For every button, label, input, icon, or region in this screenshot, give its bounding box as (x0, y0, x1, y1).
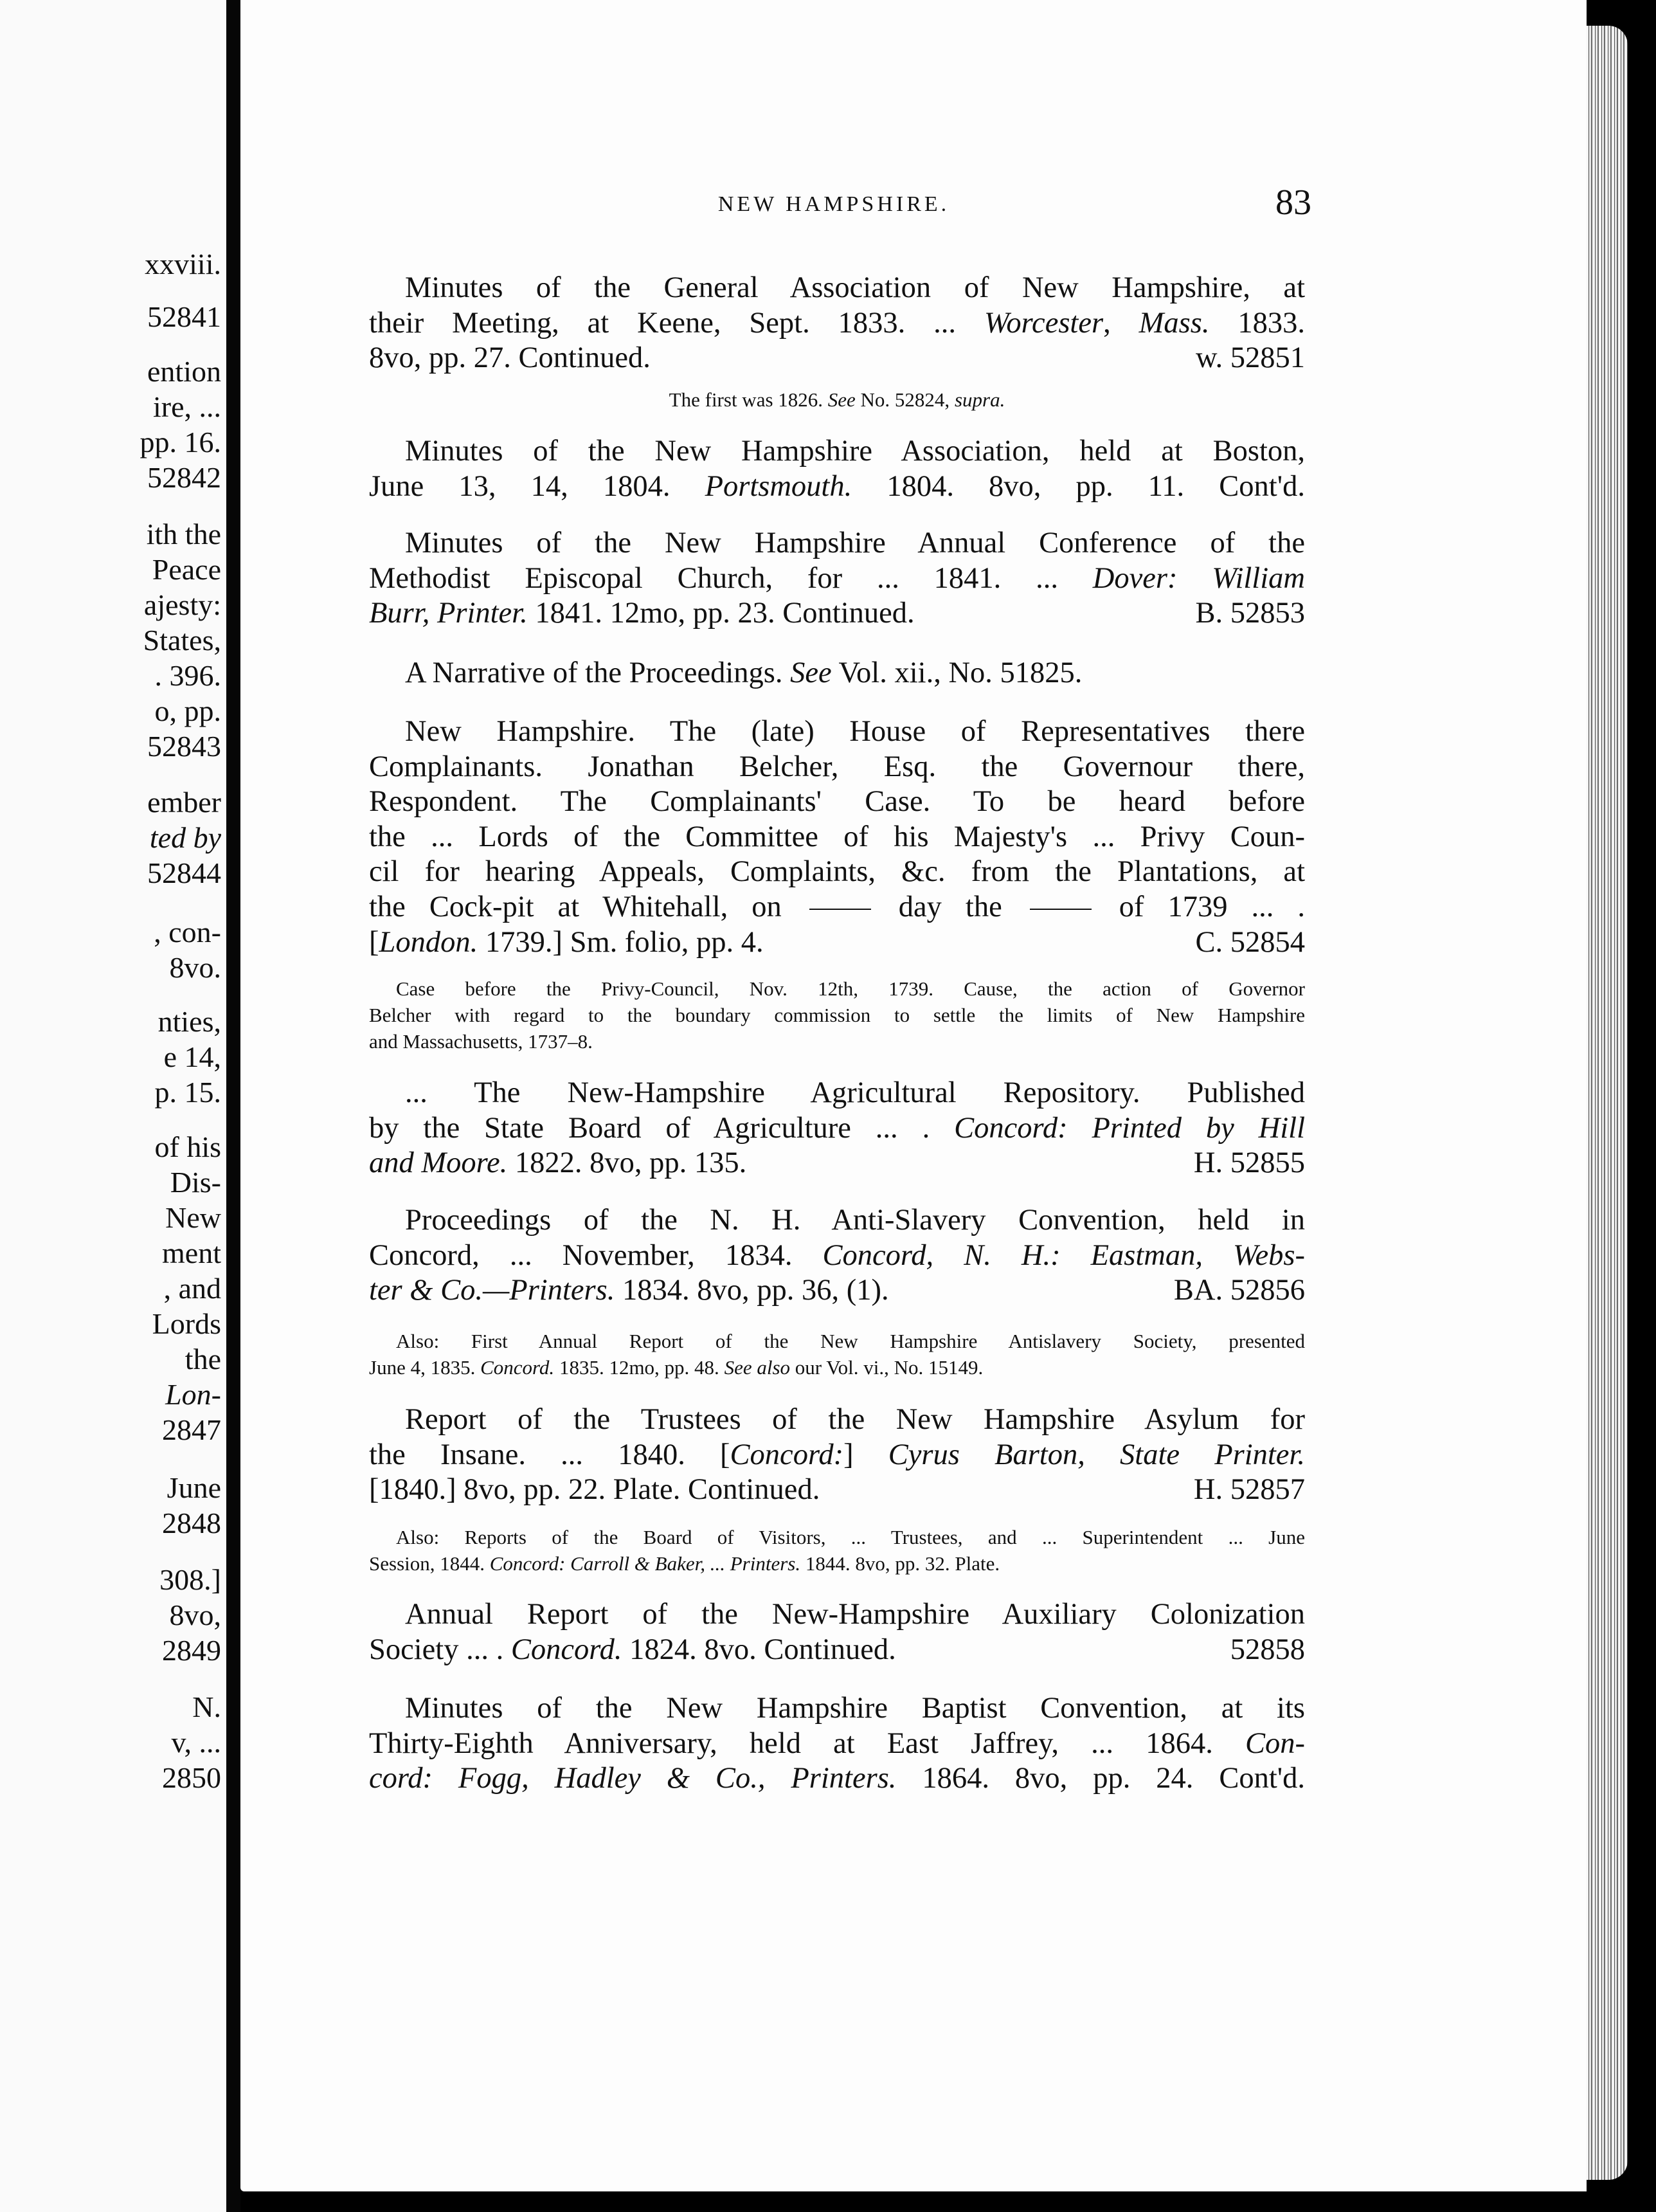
entry-line: Minutes of the New Hampshire Baptist Convention, at its (405, 1692, 1305, 1725)
text: 1844. 8vo, pp. 32. Plate. (800, 1552, 1000, 1575)
catalog-number: H. 52857 (1193, 1473, 1305, 1507)
italic-text: Concord. (480, 1356, 555, 1379)
facing-page-fragment: ment (162, 1237, 221, 1269)
bibliography-entry (369, 1076, 1305, 1181)
entry-line (369, 306, 1305, 341)
facing-page-fragment: 308.] (159, 1563, 221, 1596)
facing-page-fragment: 52843 (147, 730, 221, 763)
facing-page-fragment: 2850 (162, 1761, 221, 1794)
text: the Insane. ... 1840. [ (369, 1438, 730, 1471)
facing-page-fragment: 8vo, (169, 1599, 221, 1631)
entry-line (369, 596, 1305, 631)
facing-page-fragment: nties, (158, 1005, 221, 1038)
text: 1804. 8vo, pp. 11. Cont'd. (852, 469, 1305, 503)
catalog-number: w. 52851 (1195, 341, 1305, 375)
text: 1864. 8vo, pp. 24. Cont'd. (896, 1762, 1305, 1795)
note-line: Also: First Annual Report of the New Hampshire Antislavery Society, presented (396, 1330, 1305, 1352)
text: A Narrative of the Proceedings. (405, 657, 791, 689)
running-head: NEW HAMPSHIRE. (717, 192, 950, 216)
text: Session, 1844. (369, 1552, 490, 1575)
entry-line (369, 561, 1305, 597)
facing-page-fragment: N. (192, 1691, 221, 1723)
facing-page-fragment: ember (147, 786, 221, 819)
entry-line (369, 1761, 1305, 1797)
entry-line: Respondent. The Complainants' Case. To be heard before (369, 785, 1305, 819)
entry-line: the ... Lords of the Committee of his Majesty's ... Privy Coun- (369, 820, 1305, 853)
facing-page-fragment: Peace (152, 553, 221, 586)
note-line: Belcher with regard to the boundary commission to settle the limits of New Hampshire (369, 1004, 1305, 1026)
text: the Cock-pit at Whitehall, on (369, 890, 782, 923)
facing-page-fragment: 52842 (147, 461, 221, 494)
bibliography-entry (369, 714, 1305, 960)
facing-page-fragment: 52844 (147, 857, 221, 889)
text: 1833. (1209, 306, 1305, 340)
facing-page-fragment: ith the (146, 518, 221, 550)
bibliography-entry (369, 526, 1305, 631)
blank-rule (809, 909, 871, 910)
text: June 4, 1835. (369, 1356, 481, 1379)
bibliography-entry (369, 656, 1305, 691)
entry-line: ... The New-Hampshire Agricultural Repository. Published (405, 1076, 1305, 1109)
facing-page-fragment: June (166, 1471, 221, 1504)
note-line (369, 1354, 1305, 1381)
catalog-number: B. 52853 (1195, 597, 1305, 630)
facing-page-fragment: ire, ... (152, 390, 221, 423)
entry-line (369, 1238, 1305, 1274)
facing-page-fragment: o, pp. (154, 694, 221, 727)
text: 1835. 12mo, pp. 48. (554, 1356, 724, 1379)
italic-text: Concord, N. H.: Eastman, Webs- (822, 1238, 1305, 1272)
entry-line: cil for hearing Appeals, Complaints, &c. from the Plantations, at (369, 855, 1305, 889)
text: 1739.] Sm. folio, pp. 4. (478, 925, 764, 959)
bibliography-entry (369, 1402, 1305, 1508)
facing-page-fragment: ted by (149, 821, 221, 854)
bibliography-entry (369, 1597, 1305, 1667)
blank-rule (1030, 909, 1092, 910)
entry-line: Report of the Trustees of the New Hampshire Asylum for (405, 1403, 1305, 1436)
text: Methodist Episcopal Church, for ... 1841. ... (369, 561, 1093, 595)
entry-line: Minutes of the New Hampshire Annual Conference of the (405, 527, 1305, 559)
text: Thirty-Eighth Anniversary, held at East Jaffrey, ... 1864. (369, 1727, 1245, 1760)
catalog-number: H. 52855 (1193, 1147, 1305, 1180)
italic-text: Concord: Printed by Hill (954, 1111, 1305, 1145)
italic-text: Mass. (1138, 306, 1210, 340)
entry-line: Minutes of the New Hampshire Association, held at Boston, (405, 435, 1305, 467)
text: No. 52824, (855, 388, 955, 411)
facing-page-fragment: . 396. (154, 659, 221, 692)
italic-text: Cyrus Barton, State Printer. (888, 1438, 1305, 1471)
facing-page-fragment: pp. 16. (140, 426, 221, 458)
entry-note (369, 1328, 1305, 1381)
facing-page-fragment: v, ... (171, 1726, 221, 1759)
entry-line (369, 1473, 1305, 1508)
text: by the State Board of Agriculture ... . (369, 1111, 955, 1145)
facing-page-fragment: States, (143, 624, 221, 657)
facing-page-fragment: ajesty: (143, 588, 221, 621)
bibliography-entry (369, 271, 1305, 376)
entry-line (369, 925, 1305, 961)
book-gutter (226, 0, 240, 2212)
italic-text: Portsmouth. (705, 469, 852, 503)
entry-line (369, 890, 1305, 925)
bibliography-entry (369, 434, 1305, 504)
entry-line (369, 1111, 1305, 1147)
catalog-number: BA. 52856 (1173, 1274, 1305, 1307)
text: , (1103, 306, 1139, 340)
italic-text: See (827, 388, 856, 411)
entry-line (369, 341, 1305, 376)
entry-note (369, 975, 1305, 1055)
italic-text: See (790, 657, 832, 689)
italic-text: Con- (1245, 1727, 1305, 1760)
text: of 1739 ... . (1119, 890, 1305, 923)
facing-page-fragment: 2848 (162, 1507, 221, 1539)
text: 1822. 8vo, pp. 135. (507, 1147, 747, 1180)
text: our Vol. vi., No. 15149. (790, 1356, 984, 1379)
facing-page-fragment: New (165, 1201, 221, 1234)
facing-page-fragment: xxviii. (145, 248, 221, 280)
entry-line (369, 1438, 1305, 1473)
italic-text: supra. (954, 388, 1005, 411)
entry-note (369, 1524, 1305, 1577)
text: June 13, 14, 1804. (369, 469, 705, 503)
facing-page-fragment: 2847 (162, 1413, 221, 1446)
facing-page-fragment: Lon- (165, 1378, 221, 1411)
text: 1841. 12mo, pp. 23. Continued. (527, 597, 915, 630)
text: ] (843, 1438, 888, 1471)
facing-page-fragment: , con- (154, 916, 221, 948)
facing-page-fragment: p. 15. (154, 1076, 221, 1109)
entry-line (369, 1633, 1305, 1668)
entry-line: New Hampshire. The (late) House of Representatives there (405, 715, 1305, 748)
italic-text: and Moore. (369, 1147, 508, 1180)
entry-line (369, 1146, 1305, 1181)
italic-text: Concord: Carroll & Baker, ... Printers. (489, 1552, 801, 1575)
bibliography-entry (369, 1203, 1305, 1309)
facing-page-fragment: 8vo. (169, 951, 221, 984)
entry-line (369, 469, 1305, 505)
text: 1824. 8vo. Continued. (622, 1633, 896, 1666)
italic-text: cord: Fogg, Hadley & Co., Printers. (369, 1762, 897, 1795)
entry-line: Annual Report of the New-Hampshire Auxiliary Colonization (405, 1598, 1305, 1631)
catalog-number: C. 52854 (1195, 925, 1305, 959)
facing-page-fragment: the (184, 1343, 221, 1375)
italic-text: Worcester (984, 306, 1104, 340)
facing-page-fragment: Dis- (170, 1166, 221, 1199)
note-line: and Massachusetts, 1737–8. (369, 1030, 593, 1053)
facing-page-fragment: 52841 (147, 300, 221, 333)
facing-page-fragment: , and (163, 1272, 221, 1305)
facing-page (0, 0, 226, 2212)
text: day the (898, 890, 1002, 923)
note-line: Also: Reports of the Board of Visitors, ... Trustees, and ... Superintendent ... June (396, 1526, 1305, 1548)
text: Concord, ... November, 1834. (369, 1238, 823, 1272)
text: Vol. xii., No. 51825. (831, 657, 1083, 689)
italic-text: See also (724, 1356, 791, 1379)
entry-line (369, 1273, 1305, 1309)
italic-text: ter & Co.—Printers. (369, 1274, 615, 1307)
text: Society ... . (369, 1633, 511, 1666)
facing-page-fragment: Lords (152, 1307, 221, 1340)
facing-page-fragment: of his (154, 1130, 221, 1163)
entry-line (369, 656, 1305, 691)
text: The first was 1826. (669, 388, 828, 411)
text: [ (369, 925, 379, 959)
entry-line (369, 1727, 1305, 1762)
italic-text: Burr, Printer. (369, 597, 528, 630)
bibliography-entry (369, 1691, 1305, 1797)
entry-line: Minutes of the General Association of New Hampshire, at (405, 271, 1305, 304)
italic-text: Dover: William (1092, 561, 1305, 595)
facing-page-fragment: ention (147, 355, 221, 388)
note-line: Case before the Privy-Council, Nov. 12th, 1739. Cause, the action of Governor (396, 977, 1305, 1000)
facing-page-fragment: e 14, (163, 1040, 221, 1073)
note-line (369, 1550, 1305, 1577)
text: [1840.] 8vo, pp. 22. Plate. Continued. (369, 1473, 820, 1507)
facing-page-fragment: 2849 (162, 1634, 221, 1667)
text: 8vo, pp. 27. Continued. (369, 341, 651, 375)
entry-note (369, 386, 1305, 413)
text: their Meeting, at Keene, Sept. 1833. ... (369, 306, 984, 340)
entry-line: Proceedings of the N. H. Anti-Slavery Convention, held in (405, 1204, 1305, 1237)
text: 1834. 8vo, pp. 36, (1). (615, 1274, 889, 1307)
note-line (369, 386, 1305, 413)
italic-text: Concord. (510, 1633, 622, 1666)
italic-text: London. (379, 925, 478, 959)
italic-text: Concord: (730, 1438, 844, 1471)
page-number: 83 (1275, 183, 1311, 222)
entry-line: Complainants. Jonathan Belcher, Esq. the Governour there, (369, 750, 1305, 783)
catalog-number: 52858 (1230, 1633, 1305, 1666)
